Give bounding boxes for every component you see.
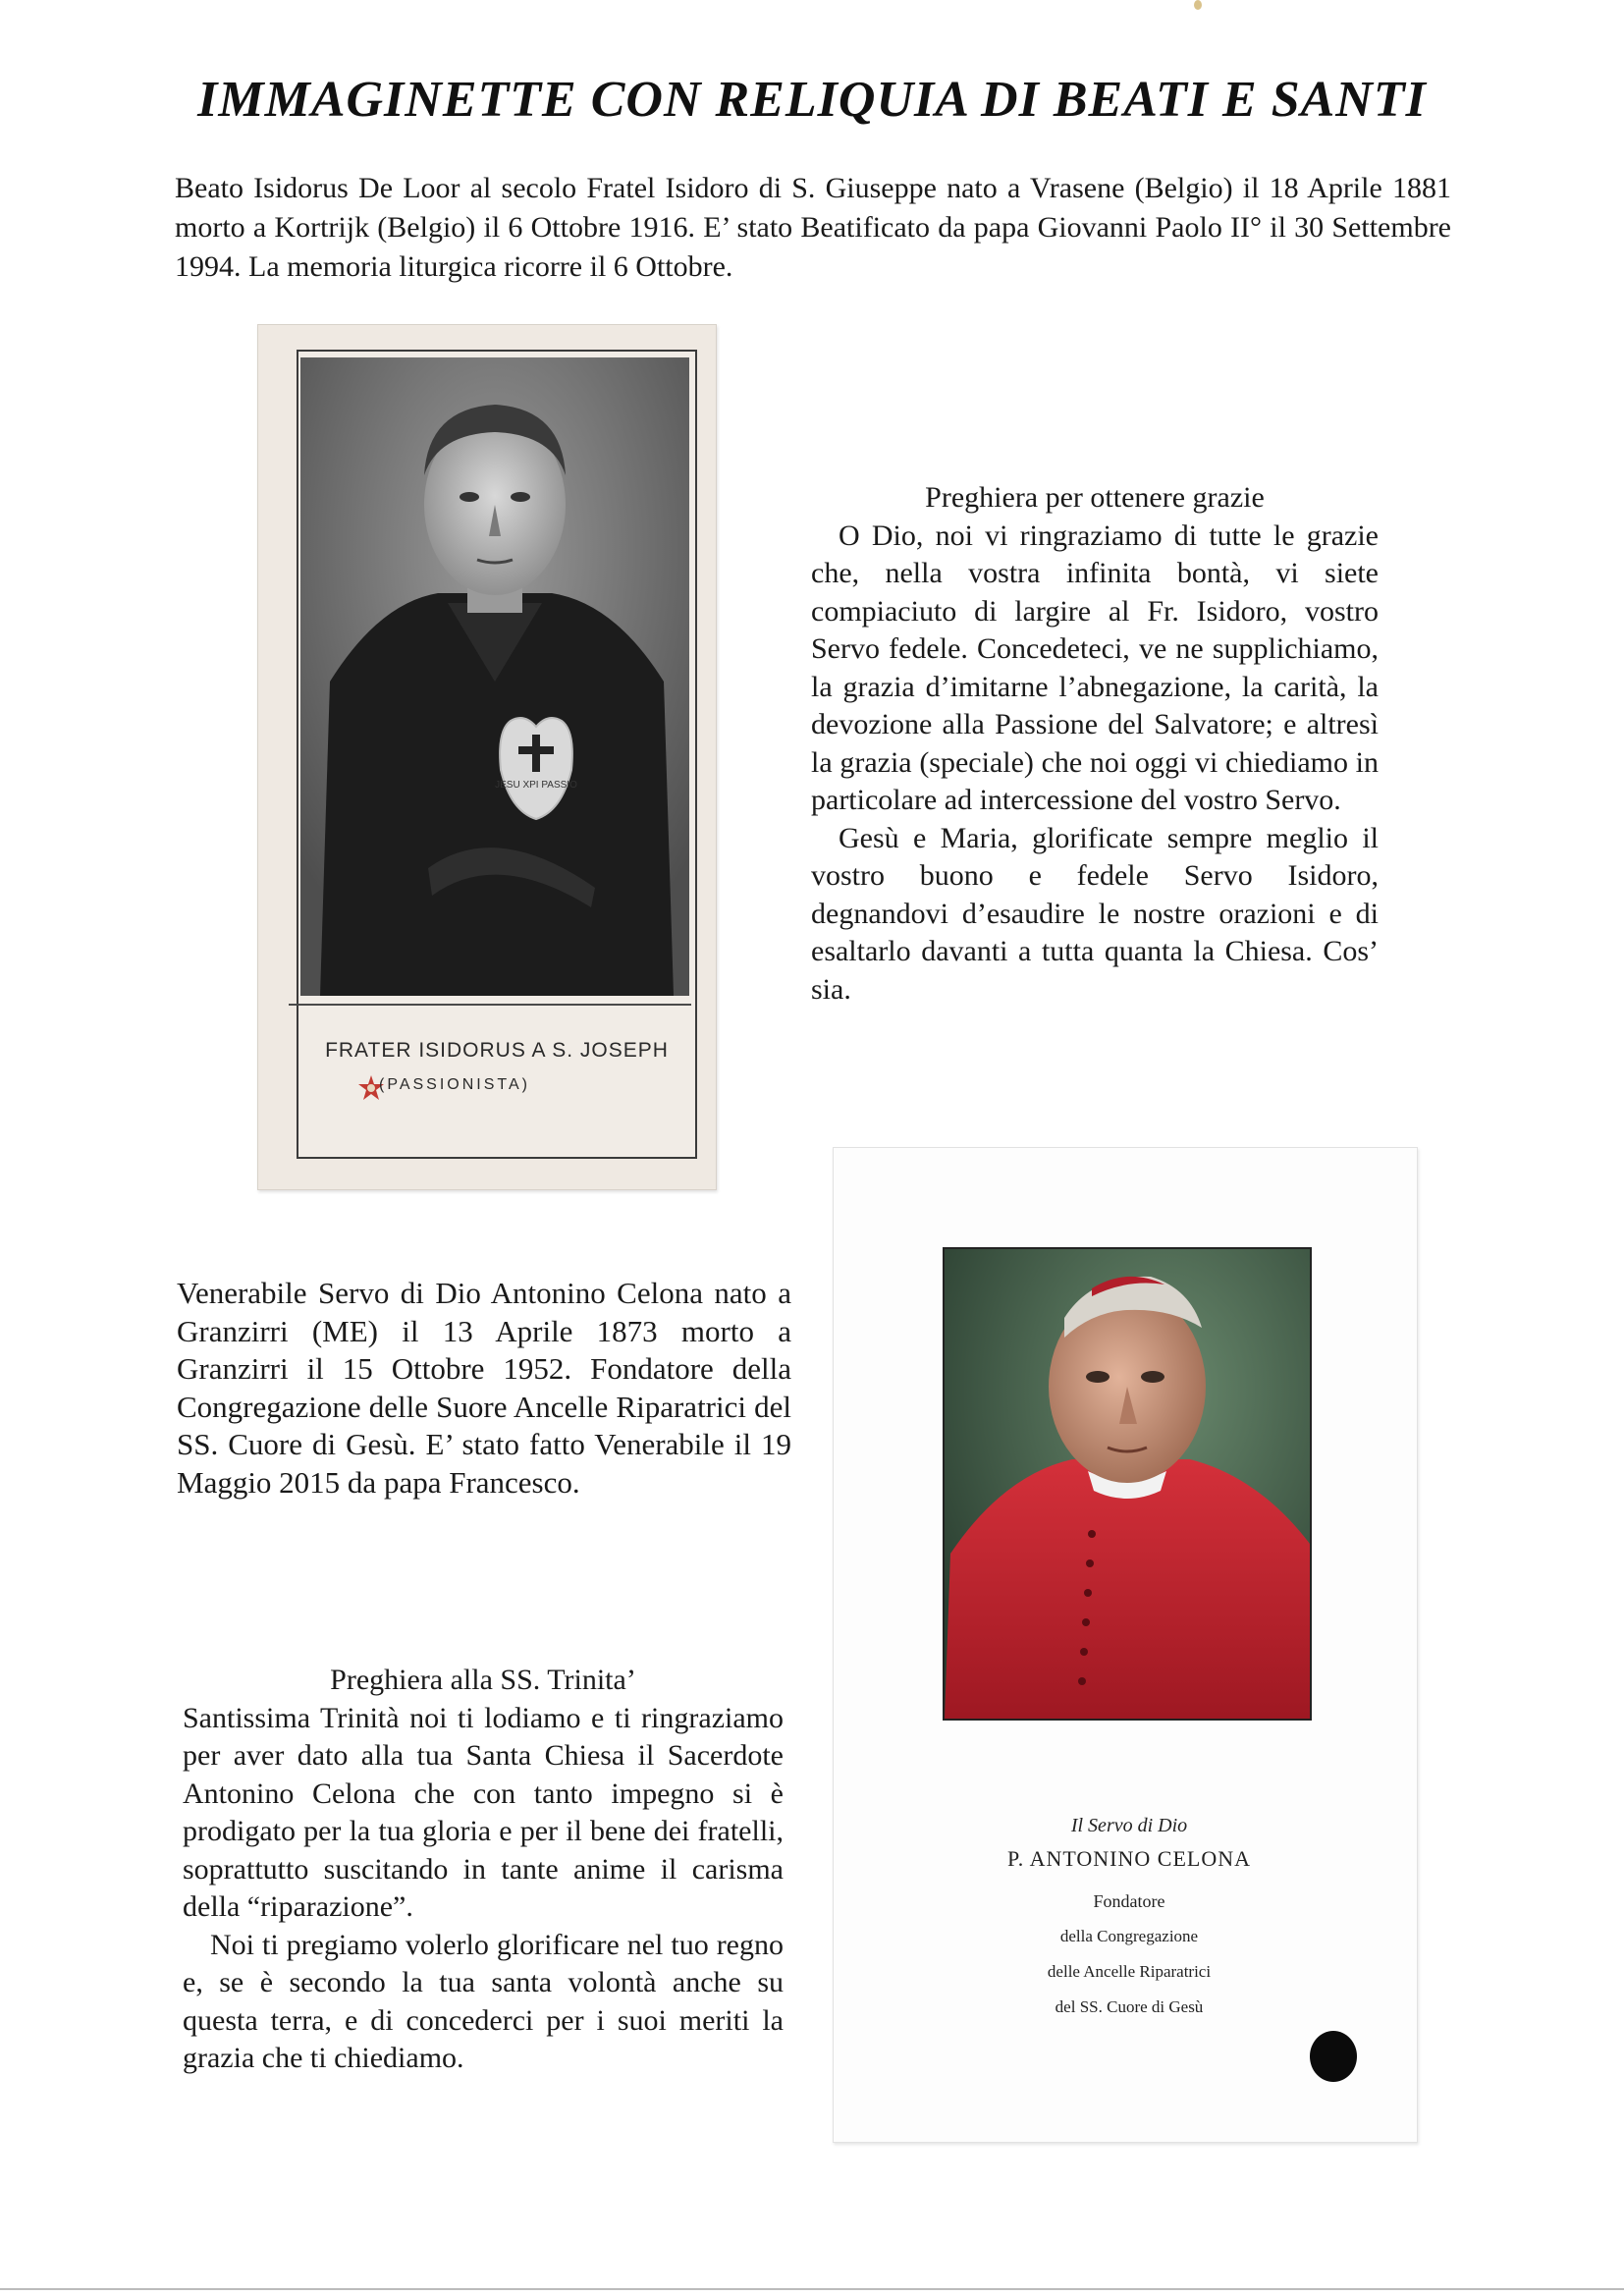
card2-line-cuore: del SS. Cuore di Gesù [1055, 1997, 1204, 2016]
prayer-grazie-paragraph: Gesù e Maria, glorificate sempre meglio il vostro buono e fedele Servo Isidoro, degnandovi d’esaudire le nostre orazioni e di esaltarlo davanti a tutta quanta la Chiesa. Cos’ sia. [811, 821, 1379, 1006]
card2-line-congregazione: della Congregazione [1059, 1927, 1199, 1945]
page-title: IMMAGINETTE CON RELIQUIA DI BEATI E SANTI [197, 72, 1427, 128]
card2-line-fondatore: Fondatore [1093, 1891, 1165, 1911]
prayer-trinita [183, 1662, 784, 2078]
prayer-trinita-title: Preghiera alla SS. Trinita’ [330, 1664, 636, 1696]
intro-paragraph: Beato Isidorus De Loor al secolo Fratel Isidoro di S. Giuseppe nato a Vrasene (Belgio) il 18 Aprile 1881 morto a Kortrijk (Belgio) il 6 Ottobre 1916. E’ stato Beatificato da papa Giovanni Paolo II° il 30 Settembre 1994. La memoria liturgica ricorre il 6 Ottobre. [175, 172, 1451, 283]
card2-line-ancelle: delle Ancelle Riparatrici [1047, 1962, 1212, 1981]
prayer-trinita-paragraph: Santissima Trinità noi ti lodiamo e ti ringraziamo per aver dato alla tua Santa Chiesa il Sacerdote Antonino Celona che con tanto impegno si è prodigato per la tua gloria e per il bene dei fratelli, soprattutto suscitando in tante anime il carisma della “riparazione”. [183, 1701, 784, 1923]
card2-line-servo: Il Servo di Dio [1070, 1815, 1188, 1836]
venerable-paragraph: Venerabile Servo di Dio Antonino Celona nato a Granzirri (ME) il 13 Aprile 1873 morto a Granzirri il 15 Ottobre 1952. Fondatore della Congregazione delle Suore Ancelle Riparatrici del SS. Cuore di Gesù. E’ stato fatto Venerabile il 19 Maggio 2015 da papa Francesco. [177, 1276, 791, 1500]
portrait-isidorus-drawing [300, 357, 689, 996]
card2-line-name: P. ANTONINO CELONA [1007, 1846, 1251, 1871]
prayer-trinita-paragraph: Noi ti pregiamo volerlo glorificare nel tuo regno e, se è secondo la tua santa volontà anche su questa terra, e di concederci per i suoi meriti la grazia che ti chiediamo. [183, 1928, 784, 2074]
bottom-rule [0, 2288, 1624, 2290]
card1-subcaption: (PASSIONISTA) [379, 1076, 530, 1093]
portrait-celona [943, 1247, 1312, 1721]
prayer-grazie-title: Preghiera per ottenere grazie [925, 481, 1265, 514]
relic-icon [1310, 2031, 1357, 2082]
paper-mark [1194, 0, 1202, 10]
portrait-isidorus [300, 357, 689, 996]
prayer-grazie [811, 479, 1379, 1009]
portrait-celona-drawing [945, 1249, 1310, 1719]
badge-text: JESU XPI PASSIO [495, 780, 577, 791]
card-divider [289, 1004, 691, 1006]
card1-caption: FRATER ISIDORUS A S. JOSEPH [325, 1039, 669, 1062]
prayer-grazie-paragraph: O Dio, noi vi ringraziamo di tutte le grazie che, nella vostra infinita bontà, vi siete compiaciuto di largire al Fr. Isidoro, vostro Servo fedele. Concedeteci, ve ne supplichiamo, la grazia d’imitarne l’abnegazione, la carità, la devozione alla Passione del Salvatore; e altresì la grazia (speciale) che noi oggi vi chiediamo in particolare ad intercessione del vostro Servo. [811, 519, 1379, 816]
